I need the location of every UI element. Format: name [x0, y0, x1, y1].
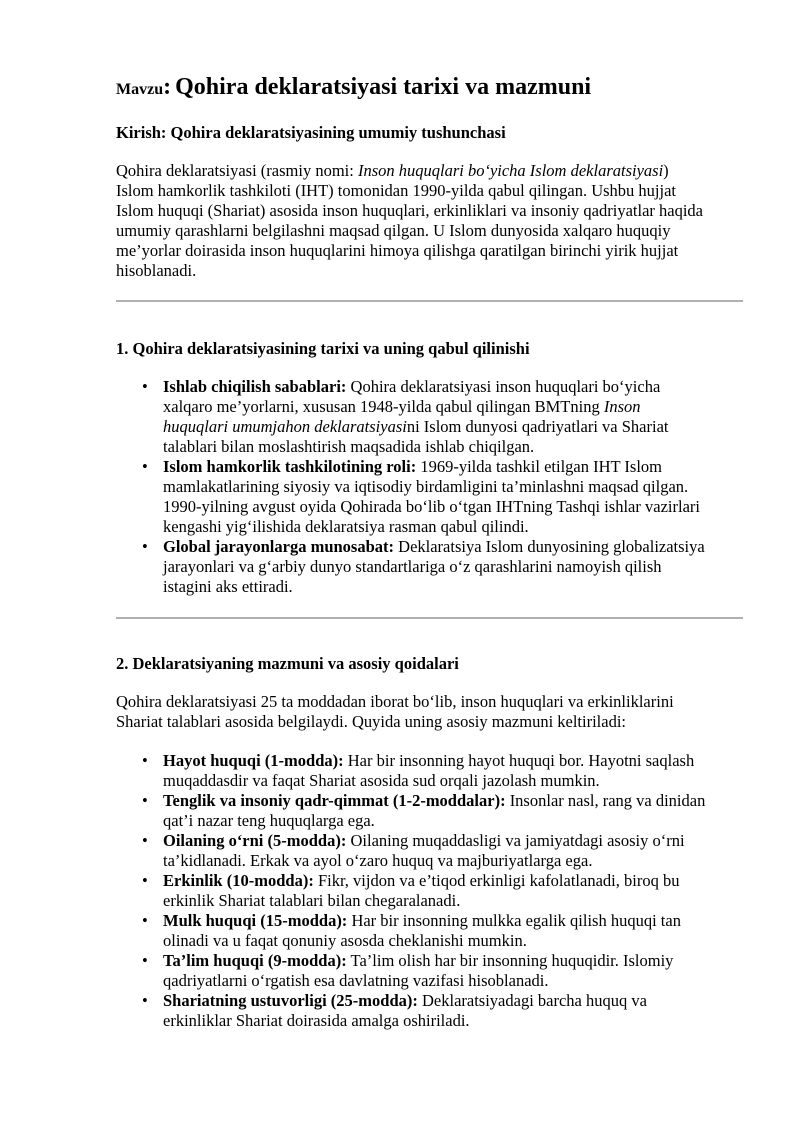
item-text: Qohira deklaratsiyasi inson huquqlari bo‘yicha	[346, 377, 661, 396]
item-title: Global jarayonlarga munosabat:	[163, 537, 395, 556]
item-text: talablari bilan moslashtirish maqsadida ishlab chiqilgan.	[163, 437, 535, 456]
list-item	[116, 831, 746, 871]
horizontal-divider	[116, 617, 743, 619]
item-text: Insonlar nasl, rang va dinidan	[505, 791, 706, 810]
item-title: Mulk huquqi (15-modda):	[163, 911, 348, 930]
item-text: erkinliklar Shariat doirasida amalga oshiriladi.	[163, 1011, 470, 1030]
item-text: Fikr, vijdon va e’tiqod erkinligi kafolatlanadi, biroq bu	[313, 871, 680, 890]
section2-paragraph	[116, 692, 746, 732]
section2-list	[116, 751, 746, 1031]
horizontal-divider	[116, 300, 743, 302]
bullet-icon: •	[142, 377, 148, 396]
item-title: Ta’lim huquqi (9-modda):	[163, 951, 347, 970]
intro-line: umumiy qarashlarni belgilashni maqsad qilgan. U Islom dunyosida xalqaro huquqiy	[116, 221, 671, 240]
section2-heading: 2. Deklaratsiyaning mazmuni va asosiy qoidalari	[116, 654, 459, 673]
item-text: mamlakatlarining siyosiy va iqtisodiy birdamligini ta’minlashni maqsad qilgan.	[163, 477, 689, 496]
item-title: Shariatning ustuvorligi (25-modda):	[163, 991, 418, 1010]
item-text: ni Islom dunyosi qadriyatlari va Shariat	[406, 417, 669, 436]
intro-heading: Kirish: Qohira deklaratsiyasining umumiy tushunchasi	[116, 123, 506, 142]
list-item	[116, 951, 746, 991]
section1-heading: 1. Qohira deklaratsiyasining tarixi va uning qabul qilinishi	[116, 339, 530, 358]
list-item	[116, 871, 746, 911]
bullet-icon: •	[142, 537, 148, 556]
item-text: qadriyatlarni o‘rgatish esa davlatning vazifasi hisoblanadi.	[163, 971, 549, 990]
title-label: Mavzu	[116, 81, 164, 98]
section2-line: Shariat talablari asosida belgilaydi. Quyida uning asosiy mazmuni keltiriladi:	[116, 712, 627, 731]
declaration-official-name: Inson huquqlari bo‘yicha Islom deklaratsiyasi	[357, 161, 664, 180]
bullet-icon: •	[142, 951, 148, 970]
item-title: Hayot huquqi (1-modda):	[163, 751, 344, 770]
item-text: jarayonlari va g‘arbiy dunyo standartlariga o‘z qarashlarini namoyish qilish	[163, 557, 662, 576]
list-item	[116, 377, 746, 457]
item-title: Ishlab chiqilish sabablari:	[163, 377, 347, 396]
bullet-icon: •	[142, 871, 148, 890]
section2-line: Qohira deklaratsiyasi 25 ta moddadan iborat bo‘lib, inson huquqlari va erkinliklarini	[116, 692, 674, 711]
intro-line: me’yorlar doirasida inson huquqlarini himoya qilishga qaratilgan birinchi yirik hujjat	[116, 241, 679, 260]
item-text: Ta’lim olish har bir insonning huquqidir. Islomiy	[346, 951, 674, 970]
bullet-icon: •	[142, 751, 148, 770]
bullet-icon: •	[142, 457, 148, 476]
intro-text: Qohira deklaratsiyasi (rasmiy nomi:	[116, 161, 358, 180]
item-text: istagini aks ettiradi.	[163, 577, 293, 596]
udhr-title: huquqlari umumjahon deklaratsiyasi	[163, 417, 407, 436]
item-text: muqaddasdir va faqat Shariat asosida sud orqali jazolash mumkin.	[163, 771, 600, 790]
list-item	[116, 791, 746, 831]
item-title: Oilaning o‘rni (5-modda):	[163, 831, 347, 850]
item-title: Erkinlik (10-modda):	[163, 871, 314, 890]
list-item	[116, 457, 746, 537]
list-item	[116, 991, 746, 1031]
list-item	[116, 537, 746, 597]
item-text: erkinlik Shariat talablari bilan chegaralanadi.	[163, 891, 461, 910]
item-text: qat’i nazar teng huquqlarga ega.	[163, 811, 375, 830]
item-text: Har bir insonning mulkka egalik qilish huquqi tan	[347, 911, 681, 930]
bullet-icon: •	[142, 831, 148, 850]
item-text: ta’kidlanadi. Erkak va ayol o‘zaro huquq va majburiyatlarga ega.	[163, 851, 593, 870]
intro-line: Islom hamkorlik tashkiloti (IHT) tomonidan 1990-yilda qabul qilingan. Ushbu hujjat	[116, 181, 677, 200]
title-colon: :	[163, 74, 172, 100]
section1-list	[116, 377, 746, 597]
item-text: Har bir insonning hayot huquqi bor. Hayotni saqlash	[343, 751, 695, 770]
item-title: Tenglik va insoniy qadr-qimmat (1-2-moddalar):	[163, 791, 506, 810]
bullet-icon: •	[142, 991, 148, 1010]
item-text: Oilaning muqaddasligi va jamiyatdagi asosiy o‘rni	[346, 831, 685, 850]
item-text: olinadi va u faqat qonuniy asosda cheklanishi mumkin.	[163, 931, 527, 950]
item-title: Islom hamkorlik tashkilotining roli:	[163, 457, 417, 476]
item-text: Deklaratsiyadagi barcha huquq va	[417, 991, 647, 1010]
title-text: Qohira deklaratsiyasi tarixi va mazmuni	[175, 74, 592, 100]
item-text: xalqaro me’yorlarni, xususan 1948-yilda qabul qilingan BMTning	[163, 397, 604, 416]
bullet-icon: •	[142, 911, 148, 930]
intro-line: Islom huquqi (Shariat) asosida inson huquqlari, erkinliklari va insoniy qadriyatlar haqida	[116, 201, 703, 220]
intro-paragraph	[116, 161, 746, 281]
page-title	[116, 74, 756, 101]
item-text: 1990-yilning avgust oyida Qohirada bo‘lib o‘tgan IHTning Tashqi ishlar vazirlari	[163, 497, 700, 516]
intro-line	[116, 161, 746, 181]
item-text: kengashi yig‘ilishida deklaratsiya rasman qabul qilindi.	[163, 517, 529, 536]
item-text: 1969-yilda tashkil etilgan IHT Islom	[416, 457, 663, 476]
list-item	[116, 751, 746, 791]
intro-text: )	[663, 161, 669, 180]
item-text: Deklaratsiya Islom dunyosining globalizatsiya	[394, 537, 705, 556]
list-item	[116, 911, 746, 951]
udhr-title: Inson	[603, 397, 641, 416]
bullet-icon: •	[142, 791, 148, 810]
intro-line: hisoblanadi.	[116, 261, 197, 280]
